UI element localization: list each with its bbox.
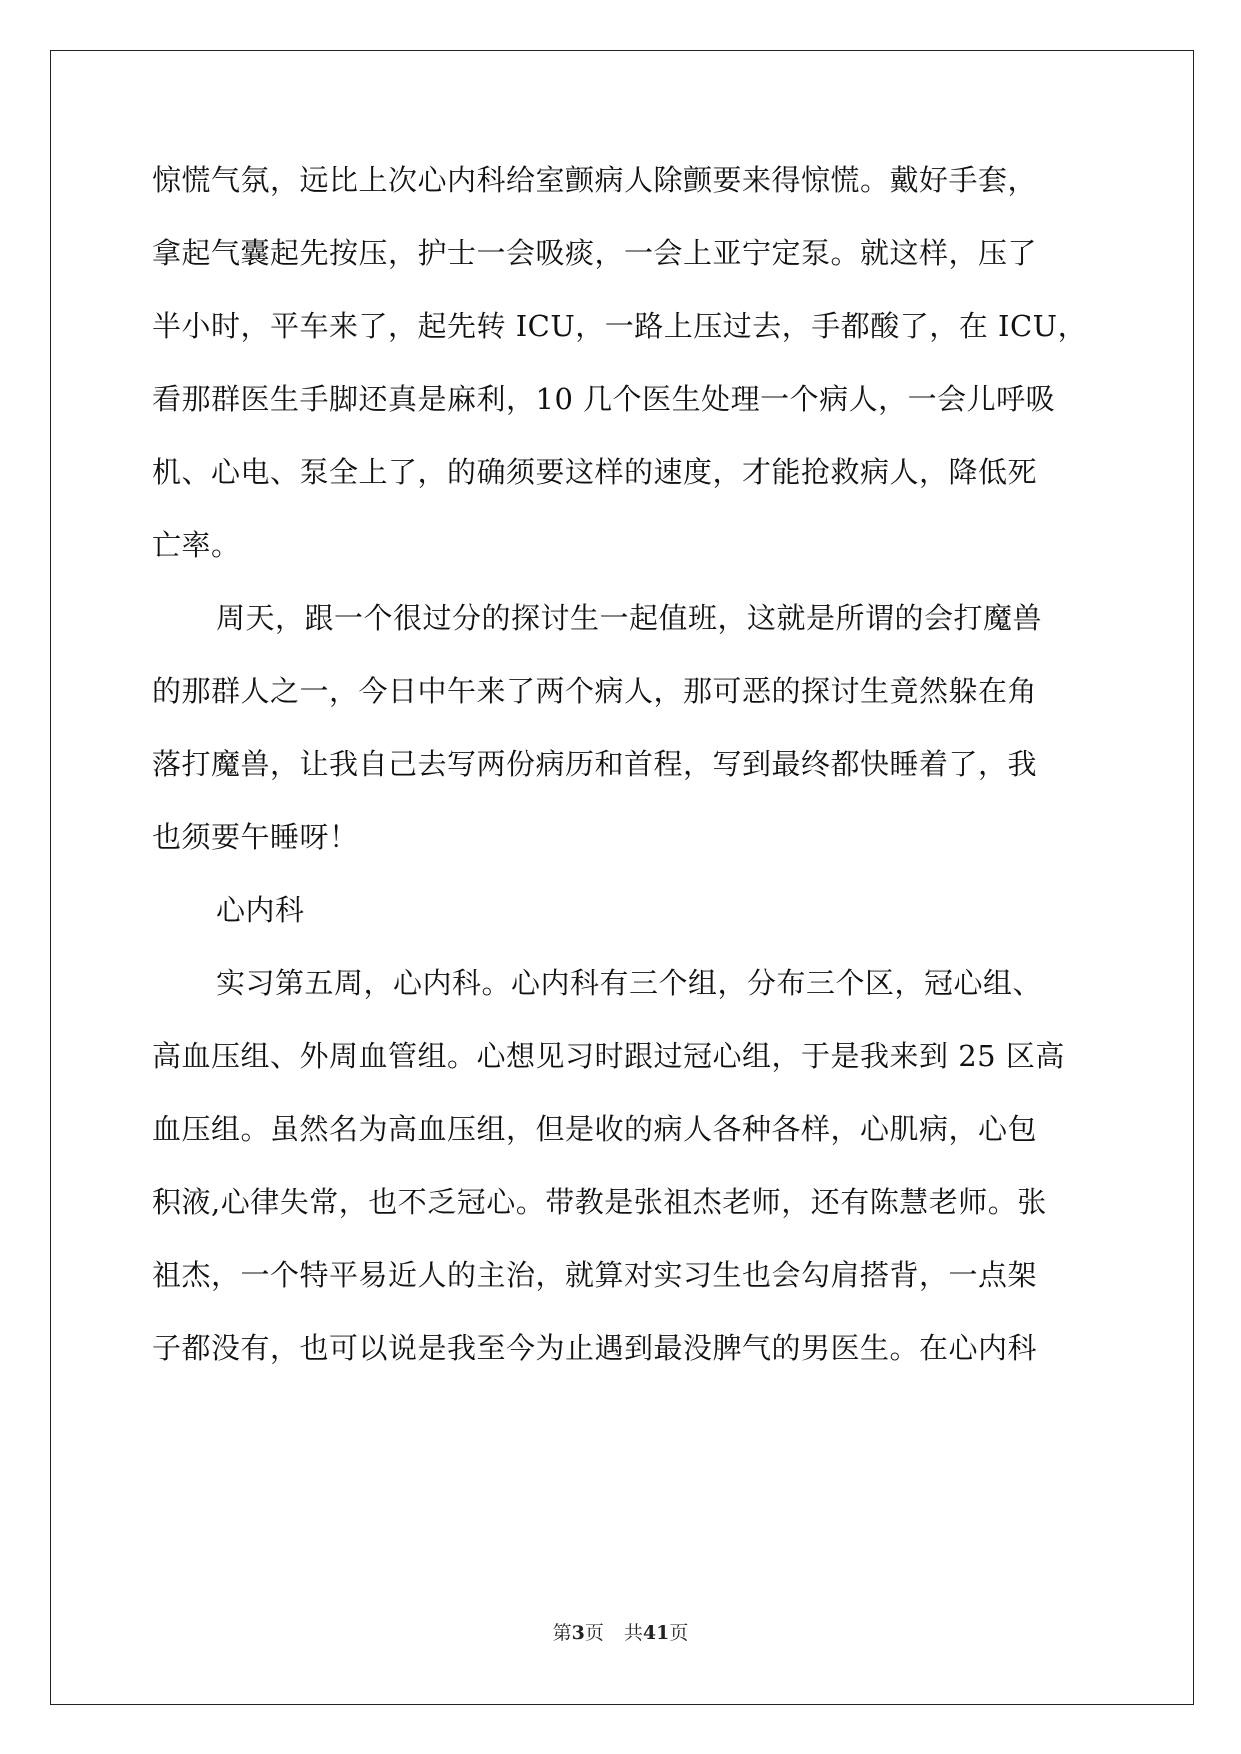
total-suffix: 页 bbox=[669, 1622, 689, 1644]
current-page-number: 3 bbox=[571, 1622, 585, 1644]
text-line: 祖杰，一个特平易近人的主治，就算对实习生也会勾肩搭背，一点架 bbox=[152, 1258, 1038, 1292]
text-line: 积液,心律失常，也不乏冠心。带教是张祖杰老师，还有陈慧老师。张 bbox=[152, 1185, 1047, 1219]
text-line: 半小时，平车来了，起先转 ICU，一路上压过去，手都酸了，在 ICU， bbox=[152, 309, 1088, 343]
page-footer bbox=[0, 1618, 1241, 1645]
text-line: 血压组。虽然名为高血压组，但是收的病人各种各样，心肌病，心包 bbox=[152, 1112, 1038, 1146]
total-prefix: 共 bbox=[623, 1622, 643, 1644]
text-line: 周天，跟一个很过分的探讨生一起值班，这就是所谓的会打魔兽 bbox=[216, 601, 1043, 635]
total-page-count: 41 bbox=[642, 1622, 670, 1644]
section-heading: 心内科 bbox=[216, 893, 305, 927]
page-suffix: 页 bbox=[584, 1622, 604, 1644]
text-line: 惊慌气氛，远比上次心内科给室颤病人除颤要来得惊慌。戴好手套， bbox=[152, 163, 1038, 197]
text-line: 看那群医生手脚还真是麻利，10 几个医生处理一个病人，一会儿呼吸 bbox=[152, 382, 1056, 416]
text-line: 落打魔兽，让我自己去写两份病历和首程，写到最终都快睡着了，我 bbox=[152, 747, 1038, 781]
text-line: 也须要午睡呀！ bbox=[152, 820, 359, 854]
page-prefix: 第 bbox=[552, 1622, 572, 1644]
page-border bbox=[50, 50, 1194, 1705]
text-line: 的那群人之一，今日中午来了两个病人，那可恶的探讨生竟然躲在角 bbox=[152, 674, 1038, 708]
text-line: 亡率。 bbox=[152, 528, 241, 562]
text-line: 实习第五周，心内科。心内科有三个组，分布三个区，冠心组、 bbox=[216, 966, 1043, 1000]
text-line: 高血压组、外周血管组。心想见习时跟过冠心组，于是我来到 25 区高 bbox=[152, 1039, 1065, 1073]
text-line: 拿起气囊起先按压，护士一会吸痰，一会上亚宁定泵。就这样，压了 bbox=[152, 236, 1038, 270]
text-line: 子都没有，也可以说是我至今为止遇到最没脾气的男医生。在心内科 bbox=[152, 1331, 1038, 1365]
text-line: 机、心电、泵全上了，的确须要这样的速度，才能抢救病人，降低死 bbox=[152, 455, 1038, 489]
